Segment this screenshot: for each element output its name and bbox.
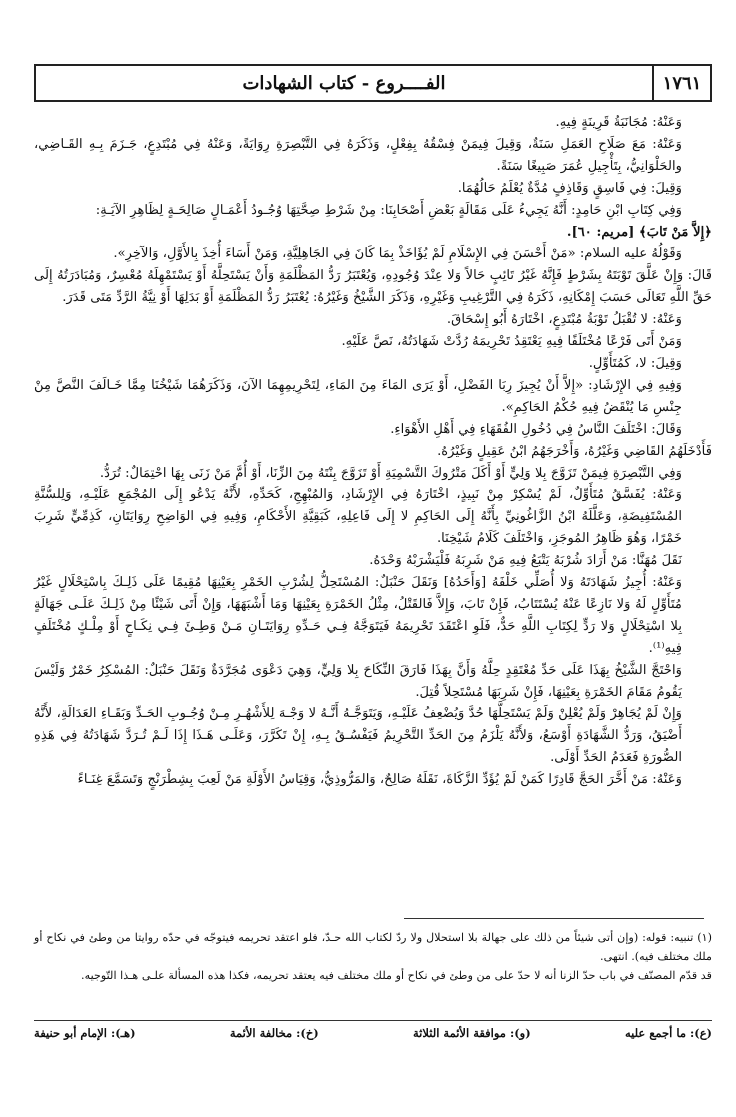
footnote: قد قدّم المصنّف في باب حدّ الزنا أنه لا حدّ على من وطئ في نكاح أو ملك مختلف فيه يعتقد تحريمه، فكذا هذه المسألة علـى هـذا التّوجيه.: [81, 969, 712, 982]
paragraph: وَفِي كِتَابِ ابْنِ حَامِدٍ: أَنَّهُ يَجِيءُ عَلَى مَقَالَةٍ بَعْضِ أَصْحَابِنَا: مِنْ شَرْطِ صِحَّتِهَا وُجُـودُ أَعْمَـالٍ صَالِحَـةٍ لِظَاهِرِ الآيَـةِ:: [95, 202, 682, 218]
paragraph: فَأَدْخَلَهُمُ القَاضِي وَغَيْرُهُ، وَأَخْرَجَهُمُ ابْنُ عَقِيلٍ وَغَيْرُهُ.: [437, 443, 712, 459]
paragraph: وَعَنْهُ: مُجَانَبَةُ قَرِينَةٍ فِيهِ.: [555, 115, 682, 130]
footnote-divider: [404, 918, 704, 919]
paragraph: وَعَنْهُ: مَنْ أَخَّرَ الحَجَّ قَادِرًا كَمَنْ لَمْ يُؤَدِّ الزَّكَاةَ، نَقَلَهُ صَالِحٌ، وَالمَرُّوذِيُّ، وَقِيَاسُ الأَوْلَةِ مَنْ لَعِبَ بِشِطْرَنْجٍ وَتَسَمَّعَ غِنَـاءً: [77, 772, 682, 788]
paragraph: وَإِنْ لَمْ يُجَاهِرْ وَلَمْ يُعْلِنْ وَلَمْ يَسْتَحِلَّهَا حُدَّ وَيُضْعِفُ عَلَيْـهِ، وَيَتَوَجَّـهُ أَنَّـهُ لا وَجْـهَ لِلأَشْهُـرِ مِـنْ وُجُـوبِ الحَـدِّ وَبَقَـاءِ العَدَالَةِ، لأَنَّهُ أَضْيَقُ، وَرَدُّ الشَّهَادَةِ أَوْسَعُ، وَلأَنَّهُ يَلْزَمُ مِنَ الحَدِّ التَّحْرِيمُ فَيَفْسُـقُ بِـهِ، إِنْ تَكَرَّرَ، وَعَلَـى هَـذَا إِذَا لَـمْ تُـرَدَّ شَهَادَتُهُ فِي هَذِهِ الصُّورَةِ فَعَدَمُ الحَدِّ أَوْلَى.: [34, 706, 682, 766]
paragraph: وَقَالَ: اخْتَلَفَ النَّاسُ فِي دُخُولِ الفُقَهَاءِ فِي أَهْلِ الأَهْوَاءِ.: [390, 421, 682, 437]
footnote: (١) تنبيه: قوله: (وإن أتى شيئاً من ذلك على جهالة بلا استحلال ولا ردّ لكتاب الله حـدّ، فلو اعتقد تحريمه فيتوجّه في حدّه روايتا من وطئ في نكاح أو ملك مختلف فيه). انتهى.: [34, 931, 712, 963]
legend-item: (خ): مخالفة الأئمة: [229, 1026, 319, 1040]
paragraph: وَقَوْلُهُ عليه السلام: «مَنْ أَحْسَنَ فِي الإِسْلَامِ لَمْ يُؤَاخَذْ بِمَا كَانَ فِي الجَاهِلِيَّةِ، وَمَنْ أَسَاءَ أُخِذَ بِالأَوَّلِ، وَالآخِرِ».: [113, 246, 682, 262]
paragraph: وَاحْتَجَّ الشَّيْخُ بِهَذَا عَلَى حَدِّ مُعْتَقِدٍ حِلَّهُ وَأَنَّ بِهَذَا فَارَقَ النِّكَاحَ بِلا وَلِيٍّ، وَهِيَ دَعْوَى مُجَرَّدَةٌ وَنَقَلَ حَنْبَلٌ: المُسْكِرُ خَمْرٌ وَلَيْسَ يَقُومُ مَقَامَ الخَمْرَةِ بِعَيْنِهَا، فَإِنْ شَرِبَهَا مُسْتَحِلاً قُتِلَ.: [34, 662, 682, 700]
legend-item: (و): موافقة الأئمة الثلاثة: [413, 1026, 531, 1040]
paragraph: وَقِيلَ: فِي فَاسِقٍ وَقَاذِفٍ مُدَّةٌ يُعْلَمُ حَالُهُمَا.: [457, 180, 682, 196]
paragraph: وَفِي التَّبْصِرَةِ فِيمَنْ تَزَوَّجَ بِلا وَلِيٍّ أَوْ أَكَلَ مَتْرُوكَ التَّسْمِيَةِ أَوْ تَزَوَّجَ بِنْتَهُ مِنَ الزِّنَا، أَوْ أُمَّ مَنْ زَنَى بِهَا احْتِمَالٌ: تُرَدُّ.: [99, 465, 682, 481]
paragraph: وَعَنْهُ: لا تُقْبَلُ تَوْبَةُ مُبْتَدِعٍ، اخْتَارَهُ أَبُو إِسْحَاقَ.: [446, 312, 682, 328]
legend-divider: [34, 1020, 712, 1021]
paragraph: نَقَلَ مُهَنَّا: مَنْ أَرَادَ شُرْبَهُ يَتْبَعُ فِيهِ مَنْ شَرِبَهُ فَلْيَشْرَبْهُ وَحْدَهُ.: [369, 553, 682, 569]
paragraph: وَقِيلَ: لا، كَمُتَأَوِّلٍ.: [588, 355, 682, 371]
paragraph: وَعَنْهُ: مَعَ صَلَاحِ العَمَلِ سَنَةٌ، وَقِيلَ فِيمَنْ فِسْقُهُ بِفِعْلٍ، وَذَكَرَهُ فِي التَّبْصِرَةِ رِوَايَةً، وَعَنْهُ فِي مُبْتَدِعٍ، جَـزَمَ بِـهِ القَـاضِي، والحَلْوَانِيُّ، بِتَأْجِيلِ عُمَرَ صَبِيغًا سَنَةً.: [34, 136, 682, 174]
legend-item: (هـ): الإمام أبو حنيفة: [34, 1026, 136, 1040]
paragraph: وَمَنْ أَتَى فَرْعًا مُخْتَلَفًا فِيهِ يَعْتَقِدُ تَحْرِيمَهُ رُدَّتْ شَهَادَتُهُ، نَصَّ عَلَيْهِ.: [341, 334, 682, 350]
running-title: الفــــروع - كتاب الشهادات: [242, 72, 446, 94]
quran-verse: ﴿إِلاَّ مَنْ تَابَ﴾ [مريم: ٦٠].: [566, 224, 712, 240]
paragraph: وَعَنْهُ: أُجِيزُ شَهَادَتَهُ وَلا أُصَلِّي خَلْفَهُ [وَأَحَدُهُ] وَنَقَلَ حَنْبَلٌ: المُسْتَحِلُّ لِشُرْبِ الخَمْرِ بِعَيْنِهَا مُقِيمًا عَلَى ذَلِـكَ بِاسْتِحْلَالٍ غَيْرُ مُتَأَوِّلٍ لَهُ وَلا نَازِعًا عَنْهُ يُسْتَتَابُ، فَإِنْ تَابَ، وَإِلاَّ فَالقَتْلُ، مِثْلُ الخَمْرَةِ بِعَيْنِهَا وَمَا أَشْبَهَهَا، وَإِنْ أَتَى شَيْئًا مِنْ ذَلِـكَ عَلَـى جَهَالَةٍ بِلا اسْتِحْلَالٍ وَلا رَدٍّ لِكِتَابِ اللَّهِ حَدٌّ، فَلَوِ اعْتَقَدَ تَحْرِيمَهُ فَيَتَوَجَّهُ فِـي حَـدِّهِ رِوَايَتَـانِ مَـنْ وَطِـئَ فِـي نِكَـاحٍ أَوْ مِلْـكٍ مُخْتَلَفٍ فِيهِ⁽¹⁾.: [34, 575, 682, 656]
page-number: ١٧٦١: [652, 66, 710, 100]
main-text: [34, 112, 712, 791]
legend-item: (ع): ما أجمع عليه: [624, 1026, 712, 1040]
footnotes: [34, 928, 712, 985]
paragraph: وَعَنْهُ: يُفَسَّقُ مُتَأَوِّلٌ، لَمْ يُسْكِرْ مِنْ نَبِيذٍ، اخْتَارَهُ فِي الإِرْشَادِ، وَالمُبْهِجِ، كَحَدِّهِ، لأَنَّهُ يَدْعُو إِلَى المُجْمَعِ عَلَيْـهِ، وَلِلسُّنَّةِ المُسْتَفِيضَةِ، وَعَلَّلَهُ ابْنُ الزَّاغُونِيِّ بِأَنَّهُ إِلَى الحَاكِمِ لا إِلَى فَاعِلِهِ، كَبَقِيَّةِ الأَحْكَامِ، وَفِيهِ فِي الوَاضِحِ رِوَايَتَانِ، كَذِمِّيٍّ شَرِبَ خَمْرًا، وَهُوَ ظَاهِرُ المُوجَزِ، وَاخْتَلَفَ كَلَامُ شَيْخِنَا.: [34, 487, 682, 547]
paragraph: قَالَ: وَإِنْ عَلَّقَ تَوْبَتَهُ بِشَرْطٍ فَإِنَّهُ غَيْرُ تَائِبٍ حَالاً وَلا عِنْدَ وُجُودِهِ، وَيُعْتَبَرُ رَدُّ المَظْلَمَةِ وَأَنْ يَسْتَحِلَّهُ أَوْ يَسْتَمْهِلَهُ مُعْسِرٌ، وَمُبَادَرَتُهُ إِلَى حَقِّ اللَّهِ تَعَالَى حَسَبَ إِمْكَانِهِ، ذَكَرَهُ فِي التَّرْغِيبِ وَغَيْرِهِ، وَذَكَرَ الشَّيْخُ وَغَيْرُهُ: يُعْتَبَرُ رَدُّ المَظْلَمَةِ أَوْ بَدَلِهَا أَوْ نِيَّةُ الرَّدِّ مَتَى قَدَرَ.: [34, 268, 712, 306]
paragraph: وَفِيهِ فِي الإِرْشَادِ: «إِلاَّ أَنْ يُجِيزَ رِبَا الفَضْلِ، أَوْ يَرَى المَاءَ مِنَ المَاءِ، لِتَحْرِيمِهِمَا الآنَ، وَذَكَرَهُمَا شَيْخُنَا مِمَّا خَـالَفَ النَّصَّ مِنْ جِنْسِ مَا يُنْقَضُ فِيهِ حُكْمُ الحَاكِمِ».: [34, 377, 682, 415]
abbreviation-legend: [34, 1026, 712, 1040]
page-header: [34, 64, 712, 102]
